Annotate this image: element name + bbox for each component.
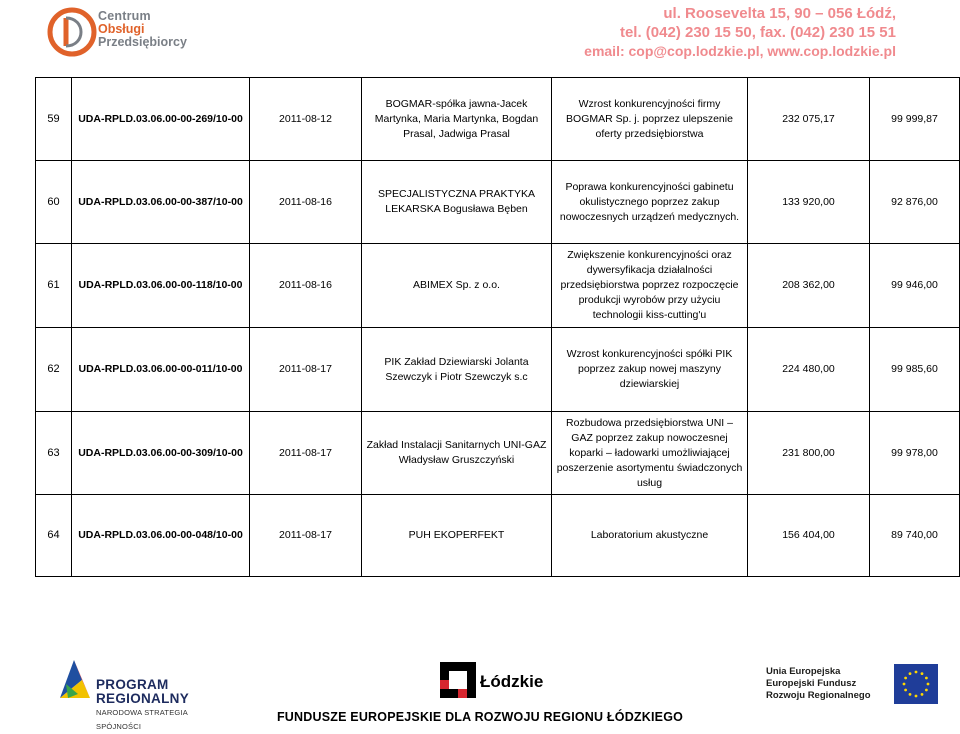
beneficiary-name: BOGMAR-spółka jawna-Jacek Martynka, Maria Martynka, Bogdan Prasal, Jadwiga Prasal: [362, 78, 552, 161]
logo-line-centrum: Centrum: [98, 9, 151, 23]
grant-value: 92 876,00: [870, 161, 960, 244]
contact-phone: tel. (042) 230 15 50, fax. (042) 230 15 51: [619, 24, 896, 41]
project-title: Wzrost konkurencyjności spółki PIK poprzez zakup nowej maszyny dziewiarskiej: [552, 328, 748, 412]
contract-code: UDA-RPLD.03.06.00-00-387/10-00: [72, 161, 250, 244]
lodzkie-name: Łódzkie: [480, 672, 544, 691]
program-regionalny-logo: [56, 652, 206, 731]
total-value: 208 362,00: [748, 244, 870, 328]
contract-code: UDA-RPLD.03.06.00-00-309/10-00: [72, 412, 250, 495]
eu-star-icon: [903, 683, 906, 686]
eu-star-icon: [921, 693, 924, 696]
project-title: Rozbudowa przedsiębiorstwa UNI – GAZ poprzez zakup nowoczesnej koparki – ładowarki umożliwiającej poszerzenie asortymentu świadczonych usług: [552, 412, 748, 495]
eu-star-icon: [915, 671, 918, 674]
row-number: 61: [36, 244, 72, 328]
total-value: 232 075,17: [748, 78, 870, 161]
logo-line-przedsiebiorcy: Przedsiębiorcy: [98, 35, 187, 49]
beneficiary-name: PIK Zakład Dziewiarski Jolanta Szewczyk i Piotr Szewczyk s.c: [362, 328, 552, 412]
table-row: [36, 78, 960, 161]
project-title: Laboratorium akustyczne: [552, 495, 748, 577]
total-value: 231 800,00: [748, 412, 870, 495]
contract-code: UDA-RPLD.03.06.00-00-011/10-00: [72, 328, 250, 412]
grant-value: 99 985,60: [870, 328, 960, 412]
lodzkie-logo-icon: [440, 662, 476, 698]
total-value: 156 404,00: [748, 495, 870, 577]
row-number: 59: [36, 78, 72, 161]
footer-title: FUNDUSZE EUROPEJSKIE DLA ROZWOJU REGIONU ŁÓDZKIEGO: [276, 710, 684, 724]
total-value: 224 480,00: [748, 328, 870, 412]
row-number: 64: [36, 495, 72, 577]
row-number: 62: [36, 328, 72, 412]
eu-star-icon: [915, 695, 918, 698]
table-row: [36, 328, 960, 412]
eu-star-icon: [925, 689, 928, 692]
grant-value: 89 740,00: [870, 495, 960, 577]
row-number: 63: [36, 412, 72, 495]
eu-star-icon: [904, 689, 907, 692]
eu-line-development: Rozwoju Regionalnego: [766, 690, 871, 701]
table-row: [36, 161, 960, 244]
lodzkie-logo: [440, 662, 550, 702]
grant-table: [35, 77, 960, 577]
beneficiary-name: ABIMEX Sp. z o.o.: [362, 244, 552, 328]
eu-logo: [766, 664, 946, 708]
strategy-line: NARODOWA STRATEGIA SPÓJNOŚCI: [96, 708, 188, 731]
contract-date: 2011-08-17: [250, 495, 362, 577]
contract-date: 2011-08-17: [250, 328, 362, 412]
grant-value: 99 999,87: [870, 78, 960, 161]
contract-date: 2011-08-12: [250, 78, 362, 161]
eu-star-icon: [909, 693, 912, 696]
eu-star-icon: [909, 672, 912, 675]
table-row: [36, 244, 960, 328]
grant-value: 99 978,00: [870, 412, 960, 495]
logo-line-obslugi: Obsługi: [98, 22, 145, 36]
program-line: PROGRAM: [96, 677, 169, 692]
project-title: Wzrost konkurencyjności firmy BOGMAR Sp. j. poprzez ulepszenie oferty przedsiębiorstwa: [552, 78, 748, 161]
contract-code: UDA-RPLD.03.06.00-00-118/10-00: [72, 244, 250, 328]
contract-code: UDA-RPLD.03.06.00-00-269/10-00: [72, 78, 250, 161]
beneficiary-name: SPECJALISTYCZNA PRAKTYKA LEKARSKA Bogusława Bęben: [362, 161, 552, 244]
page-header: [0, 0, 960, 70]
cop-logo-icon: [46, 4, 102, 60]
cop-logo-text: [98, 10, 187, 49]
total-value: 133 920,00: [748, 161, 870, 244]
program-regionalny-logo-icon: [56, 654, 94, 702]
eu-star-icon: [925, 677, 928, 680]
eu-line-union: Unia Europejska: [766, 666, 841, 677]
eu-line-fund: Europejski Fundusz: [766, 678, 857, 689]
eu-star-icon: [921, 672, 924, 675]
table-row: [36, 412, 960, 495]
contact-info: [584, 4, 896, 61]
project-title: Zwiększenie konkurencyjności oraz dywersyfikacja działalności przedsiębiorstwa poprzez rozpoczęcie produkcji wyrobów przy użyciu technologii kiss-cutting'u: [552, 244, 748, 328]
contract-date: 2011-08-16: [250, 161, 362, 244]
cop-logo: [46, 4, 246, 60]
contract-date: 2011-08-17: [250, 412, 362, 495]
program-regionalny-text: [96, 678, 206, 734]
grant-value: 99 946,00: [870, 244, 960, 328]
eu-star-icon: [927, 683, 930, 686]
contact-address: ul. Roosevelta 15, 90 – 056 Łódź,: [663, 5, 896, 22]
beneficiary-name: PUH EKOPERFEKT: [362, 495, 552, 577]
row-number: 60: [36, 161, 72, 244]
project-title: Poprawa konkurencyjności gabinetu okulistycznego poprzez zakup nowoczesnych urządzeń medycznych.: [552, 161, 748, 244]
contact-email[interactable]: email: cop@cop.lodzkie.pl, www.cop.lodzkie.pl: [584, 43, 896, 59]
beneficiary-name: Zakład Instalacji Sanitarnych UNI-GAZ Władysław Gruszczyński: [362, 412, 552, 495]
eu-text: [766, 666, 871, 702]
page-footer: [0, 640, 960, 731]
contract-code: UDA-RPLD.03.06.00-00-048/10-00: [72, 495, 250, 577]
regionalny-line: REGIONALNY: [96, 691, 190, 706]
eu-flag-icon: [894, 664, 938, 704]
table-row: [36, 495, 960, 577]
contract-date: 2011-08-16: [250, 244, 362, 328]
eu-star-icon: [904, 677, 907, 680]
